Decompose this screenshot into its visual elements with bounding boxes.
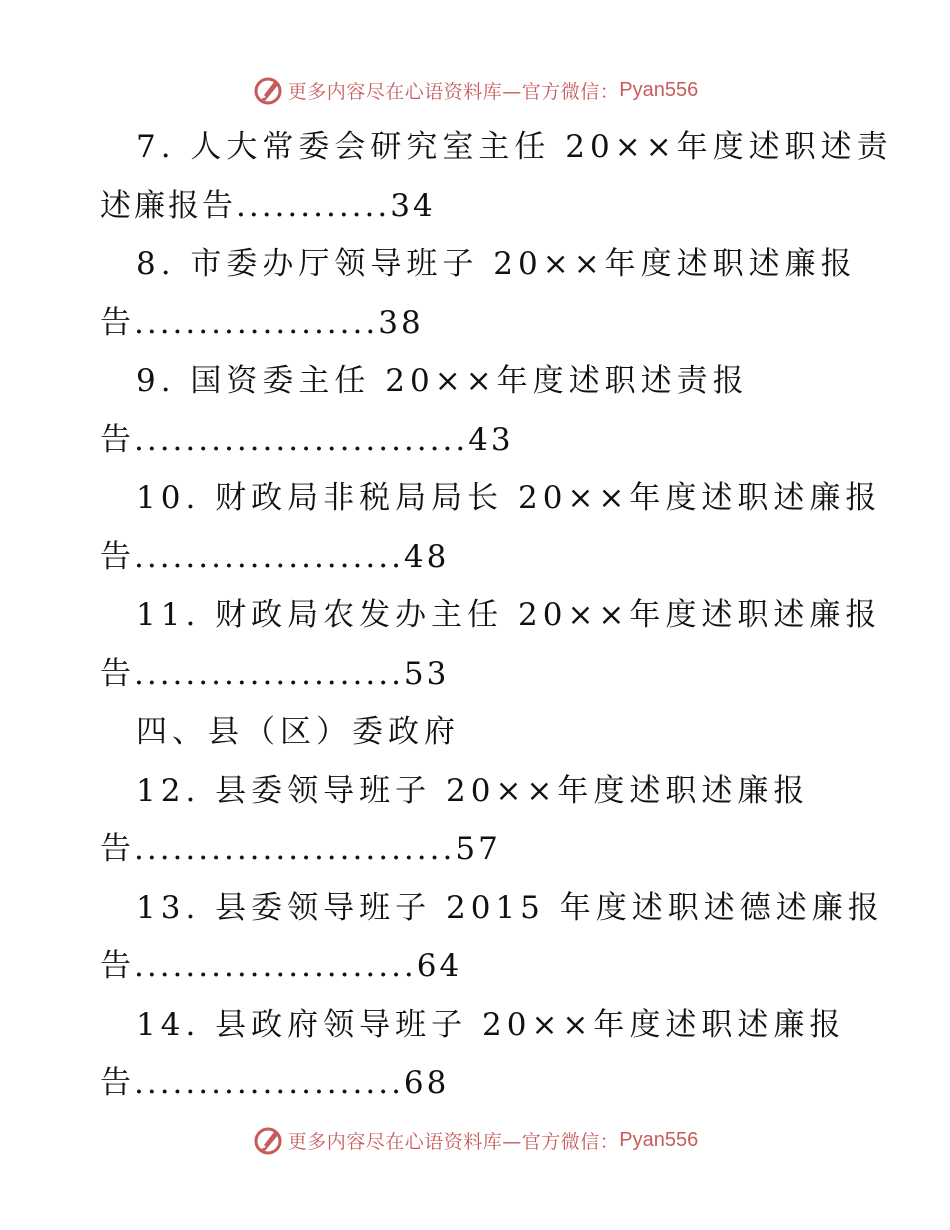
- table-of-contents: [100, 118, 900, 1113]
- toc-entry-continuation: 述廉报告............34: [100, 187, 436, 224]
- toc-entry: 9. 国资委主任 20××年度述职述责报: [136, 363, 749, 399]
- toc-entry-continuation: 告.....................48: [100, 538, 450, 575]
- banner-text: 更多内容尽在心语资料库—官方微信：: [287, 1130, 620, 1153]
- toc-entry: 7. 人大常委会研究室主任 20××年度述职述责: [136, 129, 893, 165]
- toc-entry-continuation: 告..........................43: [100, 421, 514, 458]
- toc-entry-continuation: 告......................64: [100, 948, 463, 984]
- header-banner: [0, 70, 950, 110]
- toc-entry-continuation: 告.........................57: [100, 831, 501, 867]
- banner-wechat-id: Pyan556: [619, 1128, 699, 1151]
- toc-entry: 10. 财政局非税局局长 20××年度述职述廉报: [136, 480, 882, 516]
- banner-wechat-id: Pyan556: [619, 78, 699, 101]
- pen-logo-icon: [252, 1124, 284, 1156]
- footer-banner: [0, 1120, 950, 1160]
- toc-entry: 13. 县委领导班子 2015 年度述职述德述廉报: [136, 889, 884, 926]
- pen-logo-icon: [252, 74, 284, 106]
- toc-entry-continuation: 告...................38: [100, 304, 424, 341]
- toc-entry-continuation: 告.....................53: [100, 655, 450, 692]
- banner-text: 更多内容尽在心语资料库—官方微信：: [287, 80, 620, 103]
- toc-entry: 11. 财政局农发办主任 20××年度述职述廉报: [136, 597, 882, 633]
- toc-entry: 8. 市委办厅领导班子 20××年度述职述廉报: [136, 246, 857, 282]
- toc-entry-continuation: 告.....................68: [100, 1065, 450, 1101]
- section-heading: 四、县（区）委政府: [136, 714, 460, 750]
- toc-entry: 14. 县政府领导班子 20××年度述职述廉报: [136, 1006, 846, 1043]
- toc-entry: 12. 县委领导班子 20××年度述职述廉报: [136, 772, 810, 809]
